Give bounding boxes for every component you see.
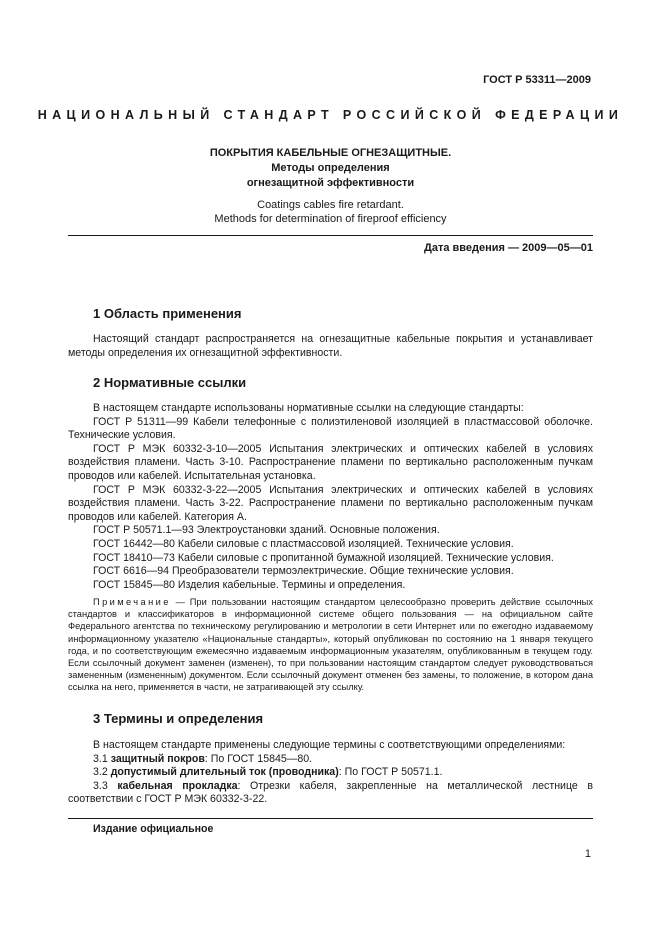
term-number: 3.1 (93, 752, 108, 765)
section3-intro: В настоящем стандарте применены следующие термины с соответствующими определениями: (93, 739, 566, 751)
page-number: 1 (584, 848, 591, 860)
ref-item: ГОСТ 6616—94 Преобразователи термоэлектрические. Общие технические условия. (93, 565, 514, 578)
section1-text: Настоящий стандарт распространяется на огнезащитные кабельные покрытия и устанавливает методы определения их огнезащитной эффективности. (68, 333, 593, 359)
section2-body (68, 402, 593, 592)
title-divider (68, 235, 593, 236)
title-ru-line3: огнезащитной эффективности (246, 177, 415, 189)
footer-divider (68, 818, 593, 819)
term-item (68, 766, 593, 780)
term-definition: : По ГОСТ Р 50571.1. (338, 766, 443, 779)
ref-item: ГОСТ 15845—80 Изделия кабельные. Термины и определения. (93, 578, 406, 591)
ref-item: ГОСТ Р МЭК 60332-3-22—2005 Испытания электрических и оптических кабелей в условиях воздействия пламени. Часть 3-22. Распространение пламени по вертикально расположенным пучкам проводов или кабелей. Категория А. (68, 483, 593, 523)
section2-heading: 2 Нормативные ссылки (93, 375, 247, 390)
term-name: кабельная прокладка (117, 779, 238, 792)
term-number: 3.2 (93, 766, 108, 779)
section2-intro: В настоящем стандарте использованы нормативные ссылки на следующие стандарты: (93, 402, 524, 414)
section1-body (68, 333, 593, 360)
title-en-line2: Methods for determination of fireproof efficiency (214, 213, 447, 225)
ref-item: ГОСТ Р МЭК 60332-3-10—2005 Испытания электрических и оптических кабелей в условиях воздействия пламени. Часть 3-10. Распространение пламени по вертикально расположенным пучкам проводов или кабелей. Испытательная установка. (68, 442, 593, 482)
term-definition: : Отрезки кабеля, закрепленные на металлической лестнице в соответствии с ГОСТ Р МЭК 60332-3-22. (68, 779, 594, 806)
ref-item: ГОСТ 16442—80 Кабели силовые с пластмассовой изоляцией. Технические условия. (93, 537, 514, 550)
section1-heading: 1 Область применения (93, 306, 242, 321)
ref-item: ГОСТ 18410—73 Кабели силовые с пропитанной бумажной изоляцией. Технические условия. (93, 551, 554, 564)
section3-body (68, 739, 593, 807)
term-number: 3.3 (93, 779, 108, 792)
section3-heading: 3 Термины и определения (93, 711, 264, 726)
term-definition: : По ГОСТ 15845—80. (204, 752, 313, 765)
term-item (68, 753, 593, 767)
ref-item: ГОСТ Р 50571.1—93 Электроустановки зданий. Основные положения. (93, 524, 440, 537)
standard-code: ГОСТ Р 53311—2009 (483, 74, 591, 86)
section2-note (68, 596, 593, 694)
title-en-line1: Coatings cables fire retardant. (257, 199, 404, 211)
title-ru (0, 146, 661, 191)
ref-item: ГОСТ Р 51311—99 Кабели телефонные с полиэтиленовой изоляцией в пластмассовой оболочке. Технические условия. (68, 415, 593, 442)
title-ru-line1: ПОКРЫТИЯ КАБЕЛЬНЫЕ ОГНЕЗАЩИТНЫЕ. (209, 147, 452, 159)
title-ru-line2: Методы определения (271, 162, 390, 174)
national-standard-title: НАЦИОНАЛЬНЫЙ СТАНДАРТ РОССИЙСКОЙ ФЕДЕРАЦИИ (37, 108, 624, 122)
term-name: защитный покров (110, 752, 205, 765)
title-en (0, 198, 661, 226)
term-name: допустимый длительный ток (проводника) (110, 766, 339, 779)
note-text: — При пользовании настоящим стандартом целесообразно проверить действие ссылочных стандартов и классификаторов в информационной системе общего пользования — на официальном сайте Федерального агентства по техническому регулированию и метрологии в сети Интернет или по ежегодно издаваемому информационному указателю «Национальные стандарты», который опубликован по состоянию на 1 января текущего года, и по соответствующим ежемесячно издаваемым информационным указателям, опубликованным в текущем году. Если ссылочный документ заменен (изменен), то при пользовании настоящим стандартом следует руководствоваться замененным (измененным) документом. Если ссылочный документ отменен без замены, то положение, в котором дана ссылка на него, применяется в части, не затрагивающей эту ссылку. (68, 597, 593, 693)
intro-date: Дата введения — 2009—05—01 (424, 242, 593, 254)
note-label: Примечание (93, 597, 171, 607)
edition-label: Издание официальное (93, 823, 214, 835)
term-item (68, 780, 593, 807)
